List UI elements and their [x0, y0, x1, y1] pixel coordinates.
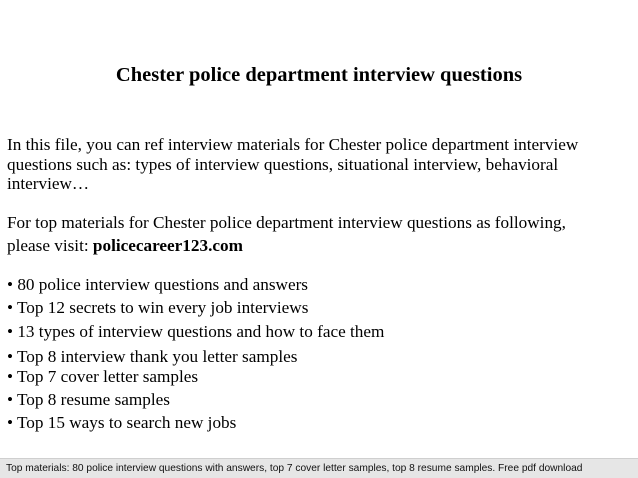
intro-paragraph	[7, 135, 627, 194]
list-item: • Top 15 ways to search new jobs	[7, 413, 237, 432]
intro-line: interview…	[7, 174, 90, 193]
intro-line: In this file, you can ref interview materials for Chester police department interview	[7, 135, 579, 154]
website-link[interactable]: policecareer123.com	[92, 236, 243, 255]
list-item: • Top 8 interview thank you letter samples	[7, 347, 298, 366]
intro-line: questions such as: types of interview questions, situational interview, behavioral	[7, 154, 559, 174]
visit-line: For top materials for Chester police department interview questions as following,	[7, 213, 566, 232]
list-item: • Top 8 resume samples	[7, 390, 170, 409]
visit-prefix: please visit:	[7, 236, 93, 255]
page-title: Chester police department interview questions	[115, 64, 523, 86]
list-item: • Top 12 secrets to win every job interviews	[7, 298, 309, 317]
footer-bar	[0, 458, 638, 478]
list-item: • Top 7 cover letter samples	[7, 367, 199, 386]
footer-text: Top materials: 80 police interview questions with answers, top 7 cover letter samples, top 8 resume samples. Free pdf download	[6, 463, 583, 474]
list-item: • 13 types of interview questions and how to face them	[7, 322, 385, 341]
visit-line	[7, 234, 627, 257]
list-item: • 80 police interview questions and answers	[7, 275, 308, 294]
visit-paragraph	[7, 211, 627, 257]
